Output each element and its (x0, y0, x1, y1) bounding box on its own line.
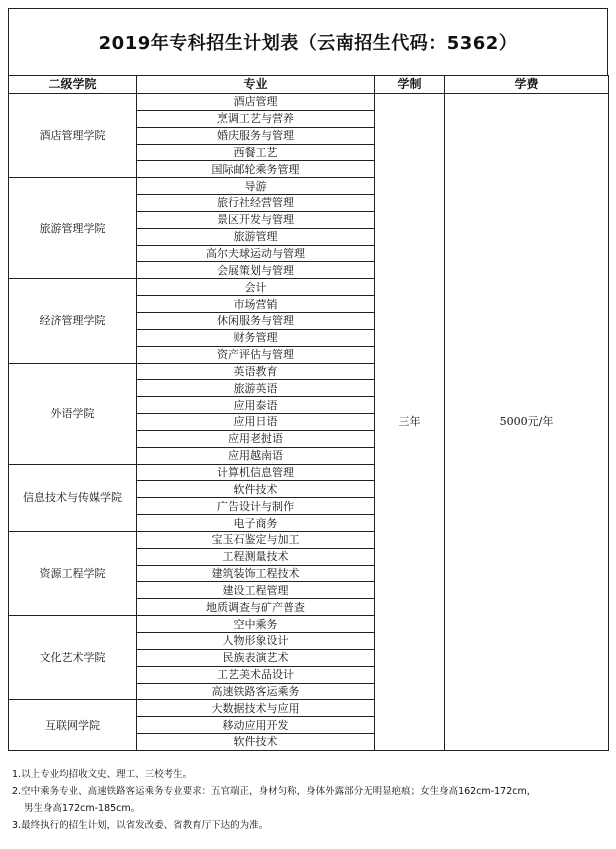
major-cell: 烹调工艺与营养 (137, 110, 375, 127)
major-cell: 应用泰语 (137, 397, 375, 414)
major-cell: 酒店管理 (137, 94, 375, 111)
header-duration: 学制 (375, 76, 445, 94)
major-cell: 国际邮轮乘务管理 (137, 161, 375, 178)
major-cell: 广告设计与制作 (137, 498, 375, 515)
major-cell: 导游 (137, 178, 375, 195)
major-cell: 西餐工艺 (137, 144, 375, 161)
major-cell: 软件技术 (137, 734, 375, 751)
note-2a: 2.空中乘务专业、高速铁路客运乘务专业要求：五官端正，身材匀称，身体外露部分无明显疤痕；女生身高162cm-172cm， (12, 786, 537, 797)
major-cell: 应用日语 (137, 414, 375, 431)
note-3: 3.最终执行的招生计划，以省发改委、省教育厅下达的为准。 (12, 820, 269, 831)
major-cell: 工艺美术品设计 (137, 666, 375, 683)
header-tuition: 学费 (445, 76, 609, 94)
college-cell: 资源工程学院 (9, 531, 137, 615)
college-cell: 经济管理学院 (9, 279, 137, 363)
note-1: 1.以上专业均招收文史、理工、三校考生。 (12, 769, 193, 780)
major-cell: 英语教育 (137, 363, 375, 380)
duration-cell: 三年 (375, 94, 445, 751)
major-cell: 软件技术 (137, 481, 375, 498)
major-cell: 建设工程管理 (137, 582, 375, 599)
notes (12, 766, 608, 834)
major-cell: 应用越南语 (137, 447, 375, 464)
major-cell: 旅游英语 (137, 380, 375, 397)
table-body (9, 94, 609, 751)
major-cell: 婚庆服务与管理 (137, 127, 375, 144)
major-cell: 财务管理 (137, 329, 375, 346)
major-cell: 高尔夫球运动与管理 (137, 245, 375, 262)
college-cell: 外语学院 (9, 363, 137, 464)
major-cell: 休闲服务与管理 (137, 312, 375, 329)
major-cell: 工程测量技术 (137, 548, 375, 565)
header-college: 二级学院 (9, 76, 137, 94)
major-cell: 空中乘务 (137, 616, 375, 633)
plan-sheet (8, 8, 608, 751)
header-major: 专业 (137, 76, 375, 94)
major-cell: 景区开发与管理 (137, 211, 375, 228)
major-cell: 应用老挝语 (137, 430, 375, 447)
note-2b: 男生身高172cm-185cm。 (24, 803, 141, 814)
major-cell: 移动应用开发 (137, 717, 375, 734)
title-box (8, 8, 608, 75)
major-cell: 人物形象设计 (137, 633, 375, 650)
enrollment-table (8, 75, 609, 751)
major-cell: 资产评估与管理 (137, 346, 375, 363)
table-header-row (9, 76, 609, 94)
major-cell: 计算机信息管理 (137, 464, 375, 481)
major-cell: 会展策划与管理 (137, 262, 375, 279)
major-cell: 旅行社经营管理 (137, 195, 375, 212)
college-cell: 旅游管理学院 (9, 178, 137, 279)
college-cell: 互联网学院 (9, 700, 137, 751)
major-cell: 建筑装饰工程技术 (137, 565, 375, 582)
major-cell: 旅游管理 (137, 228, 375, 245)
major-cell: 民族表演艺术 (137, 649, 375, 666)
college-cell: 酒店管理学院 (9, 94, 137, 178)
college-cell: 文化艺术学院 (9, 616, 137, 700)
major-cell: 市场营销 (137, 296, 375, 313)
major-cell: 高速铁路客运乘务 (137, 683, 375, 700)
college-cell: 信息技术与传媒学院 (9, 464, 137, 531)
tuition-cell: 5000元/年 (445, 94, 609, 751)
table-row (9, 94, 609, 111)
major-cell: 电子商务 (137, 515, 375, 532)
major-cell: 宝玉石鉴定与加工 (137, 531, 375, 548)
major-cell: 会计 (137, 279, 375, 296)
page-title: 2019年专科招生计划表（云南招生代码：5362） (98, 33, 518, 54)
major-cell: 地质调查与矿产普查 (137, 599, 375, 616)
major-cell: 大数据技术与应用 (137, 700, 375, 717)
